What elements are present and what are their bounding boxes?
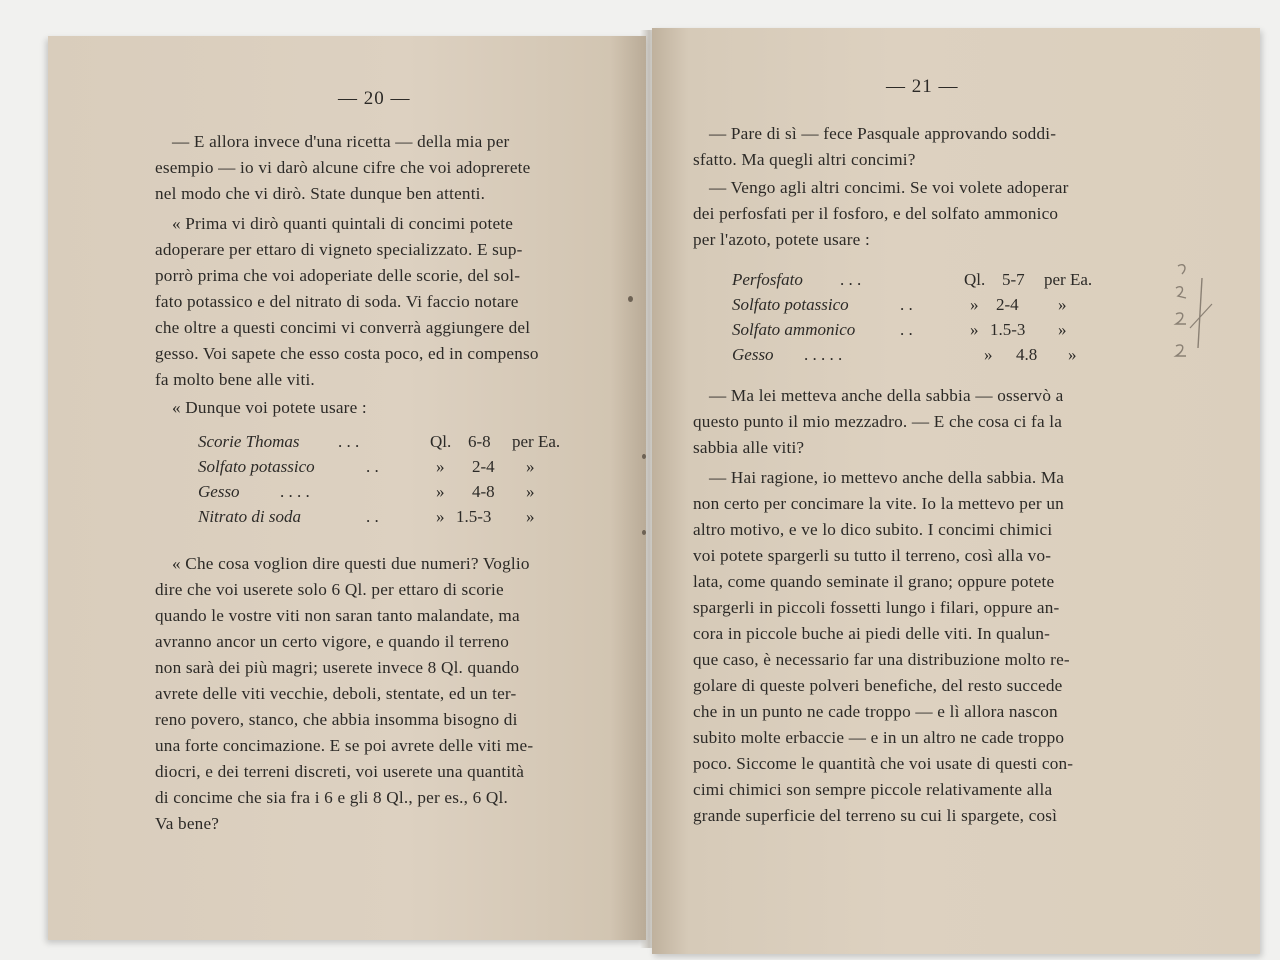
text-line: — Pare di sì — fece Pasquale approvando soddi- [709,124,1057,143]
text-line: quando le vostre viti non saran tanto malandate, ma [155,606,520,625]
text-line: di concime che sia fra i 6 e gli 8 Ql., per es., 6 Ql. [155,788,509,807]
text-line: dire che voi userete solo 6 Ql. per ettaro di scorie [155,580,504,599]
table-range: 4.8 [1016,345,1038,364]
text-line: voi potete spargerli su tutto il terreno, così alla vo- [693,546,1052,565]
table-range: 2-4 [472,457,495,476]
text-line: spargerli in piccoli fossetti lungo i filari, oppure an- [693,598,1060,617]
table-unit: » [436,482,445,501]
table-close: » [526,507,535,526]
text-line: non certo per concimare la vite. Io la mettevo per un [693,494,1064,513]
text-line: « Dunque voi potete usare : [172,398,367,417]
table-range: 6-8 [468,432,491,451]
table-item: Nitrato di soda [198,507,301,526]
text-line: — Hai ragione, io mettevo anche della sabbia. Ma [709,468,1065,487]
table-range: 5-7 [1002,270,1025,289]
table-row [732,295,1152,319]
right-page [652,28,1260,954]
text-line: porrò prima che voi adoperiate delle scorie, del sol- [155,266,521,285]
text-line: dei perfosfati per il fosforo, e del solfato ammonico [693,204,1059,223]
table-per: per Ea. [1044,270,1093,289]
text-line: adoperare per ettaro di vigneto specializzato. E sup- [155,240,523,259]
table-item: Solfato potassico [198,457,315,476]
table-close: » [526,457,535,476]
table-range: 1.5-3 [456,507,492,526]
table-unit: » [984,345,993,364]
left-page [48,36,646,940]
text-line: fato potassico e del nitrato di soda. Vi faccio notare [155,292,519,311]
table-dots: . . [366,507,379,526]
table-unit: » [436,457,445,476]
table-range: 4-8 [472,482,495,501]
table-row [198,482,618,506]
text-line: « Prima vi dirò quanti quintali di concimi potete [172,214,514,233]
text-line: sfatto. Ma quegli altri concimi? [693,150,916,169]
table-range: 1.5-3 [990,320,1026,339]
table-row [732,345,1152,369]
table-item: Perfosfato [732,270,803,289]
binding-hole-mark [642,454,646,459]
table-unit: » [970,320,979,339]
table-unit: » [436,507,445,526]
table-row [732,270,1152,294]
table-close: » [1058,295,1067,314]
table-item: Gesso [198,482,240,501]
table-dots: . . [900,320,913,339]
text-line: lata, come quando seminate il grano; oppure potete [693,572,1055,591]
table-per: per Ea. [512,432,561,451]
table-dots: . . [366,457,379,476]
page-number: — 21 — [886,76,959,97]
table-dots: . . . [840,270,862,289]
text-line: grande superficie del terreno su cui li spargete, così [693,806,1058,825]
text-line: che oltre a questi concimi vi converrà aggiungere del [155,318,531,337]
paper-speck [628,296,633,302]
table-item: Scorie Thomas [198,432,300,451]
text-line: Va bene? [155,814,220,833]
table-unit: Ql. [430,432,452,451]
text-line: cimi chimici son sempre piccole relativamente alla [693,780,1053,799]
table-row [732,320,1152,344]
text-line: sabbia alle viti? [693,438,805,457]
text-line: questo punto il mio mezzadro. — E che cosa ci fa la [693,412,1063,431]
text-line: esempio — io vi darò alcune cifre che voi adoprerete [155,158,531,177]
binding-hole-mark [642,530,646,535]
page-number: — 20 — [338,88,411,109]
table-dots: . . [900,295,913,314]
table-item: Gesso [732,345,774,364]
table-range: 2-4 [996,295,1019,314]
text-line: — Vengo agli altri concimi. Se voi volete adoperar [709,178,1069,197]
text-line: cora in piccole buche ai piedi delle viti. In qualun- [693,624,1051,643]
text-line: que caso, è necessario far una distribuzione molto re- [693,650,1070,669]
text-line: — Ma lei metteva anche della sabbia — osservò a [709,386,1064,405]
text-line: — E allora invece d'una ricetta — della mia per [172,132,510,151]
text-line: gesso. Voi sapete che esso costa poco, ed in compenso [155,344,539,363]
text-line: « Che cosa voglion dire questi due numeri? Voglio [172,554,530,573]
table-close: » [526,482,535,501]
table-item: Solfato ammonico [732,320,856,339]
table-unit: » [970,295,979,314]
text-line: non sarà dei più magri; userete invece 8 Ql. quando [155,658,520,677]
text-line: altro motivo, e ve lo dico subito. I concimi chimici [693,520,1053,539]
table-item: Solfato potassico [732,295,849,314]
table-close: » [1058,320,1067,339]
text-line: diocri, e dei terreni discreti, voi userete una quantità [155,762,525,781]
table-dots: . . . . [280,482,310,501]
table-row [198,457,618,481]
table-row [198,432,618,456]
text-line: golare di queste polveri benefiche, del resto succede [693,676,1063,695]
text-line: che in un punto ne cade troppo — e lì allora nascon [693,702,1058,721]
text-line: nel modo che vi dirò. State dunque ben attenti. [155,184,486,203]
table-row [198,507,618,531]
text-line: poco. Siccome le quantità che voi usate di questi con- [693,754,1074,773]
text-line: fa molto bene alle viti. [155,370,315,389]
text-line: avrete delle viti vecchie, deboli, stentate, ed un ter- [155,684,517,703]
pencil-annotation [1168,258,1218,378]
text-line: reno povero, stanco, che abbia insomma bisogno di [155,710,518,729]
table-dots: . . . [338,432,360,451]
text-line: subito molte erbaccie — e in un altro ne cade troppo [693,728,1065,747]
text-line: per l'azoto, potete usare : [693,230,870,249]
text-line: avranno ancor un certo vigore, e quando il terreno [155,632,510,651]
table-close: » [1068,345,1077,364]
table-unit: Ql. [964,270,986,289]
text-line: una forte concimazione. E se poi avrete delle viti me- [155,736,534,755]
table-dots: . . . . . [804,345,843,364]
